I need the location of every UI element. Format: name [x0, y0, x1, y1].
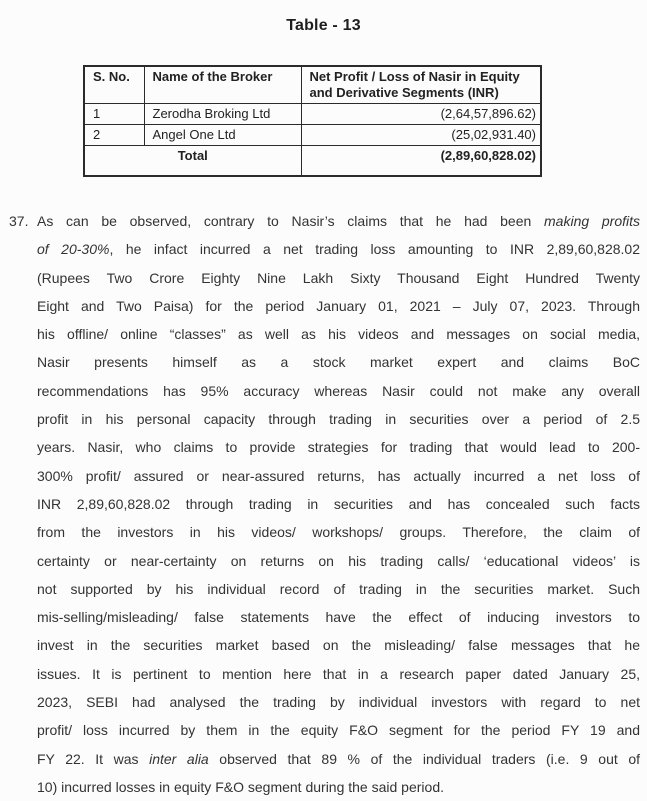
paragraph-line [37, 745, 640, 773]
paragraph-text: recommendations has 95% accuracy whereas Nasir could not make any overall [37, 382, 640, 399]
paragraph-text: not supported by his individual record of trading in the securities market. Such [37, 580, 640, 597]
paragraph-text: mis-selling/misleading/ false statements have the effect of inducing investors to [37, 609, 640, 626]
col-header-net-profit-line1: Net Profit / Loss of Nasir in Equity [309, 69, 520, 84]
paragraph-line [37, 490, 640, 518]
cell-broker: Zerodha Broking Ltd [144, 104, 301, 125]
paragraph-line [37, 348, 640, 376]
paragraph-text: invest in the securities market based on the misleading/ false messages that he [37, 637, 640, 654]
paragraph-line [37, 405, 640, 433]
paragraph-line [37, 660, 640, 688]
total-amount: (2,89,60,828.02) [301, 146, 541, 177]
paragraph-text: years. Nasir, who claims to provide strategies for trading that would lead to 200- [37, 439, 640, 456]
col-header-net-profit-line2: and Derivative Segments (INR) [309, 85, 499, 100]
paragraph-line [37, 462, 640, 490]
paragraph-text: FY 22. It was [37, 750, 150, 767]
paragraph-line [37, 264, 640, 292]
cell-sno: 1 [84, 104, 144, 125]
paragraph-text-italic: inter alia [149, 750, 209, 767]
paragraph-line [37, 207, 640, 235]
paragraph-text: his offline/ online “classes” as well as his videos and messages on social media, [37, 326, 640, 343]
table-title: Table - 13 [286, 17, 361, 34]
paragraph-text: Eight and Two Paisa) for the period January 01, 2021 – July 07, 2023. Through [37, 297, 640, 314]
paragraph-37 [9, 207, 640, 801]
paragraph-text: As can be observed, contrary to Nasir’s claims that he had been [37, 213, 545, 229]
paragraph-text: (Rupees Two Crore Eighty Nine Lakh Sixty Thousand Eight Hundred Twenty [37, 269, 640, 286]
paragraph-line [37, 688, 640, 716]
paragraph-line [37, 716, 640, 744]
cell-sno: 2 [84, 125, 144, 146]
table-row [84, 104, 541, 125]
cell-amount: (25,02,931.40) [301, 125, 541, 146]
table-header-row [84, 66, 541, 104]
paragraph-text: 10) incurred losses in equity F&O segment during the said period. [37, 778, 444, 795]
paragraph-line [37, 575, 640, 603]
paragraph-text-italic: of 20-30% [37, 241, 110, 258]
paragraph-text: issues. It is pertinent to mention here that in a research paper dated January 25, [37, 665, 640, 682]
paragraph-line [37, 773, 640, 801]
paragraph-text: , he infact incurred a net trading loss amounting to INR 2,89,60,828.02 [109, 241, 640, 258]
paragraph-text: 2023, SEBI had analysed the trading by individual investors with regard to net [37, 694, 640, 711]
col-header-sno: S. No. [84, 66, 144, 104]
paragraph-line [37, 320, 640, 348]
paragraph-line [37, 433, 640, 461]
paragraph-text-italic: making profits [544, 213, 640, 229]
paragraph-line [37, 292, 640, 320]
brokers-table [83, 65, 542, 177]
cell-amount: (2,64,57,896.62) [301, 104, 541, 125]
paragraph-text: certainty or near-certainty on returns on his trading calls/ ‘educational videos’ is [37, 552, 640, 569]
paragraph-number: 37. [9, 213, 29, 229]
paragraph-text: observed that 89 % of the individual traders (i.e. 9 out of [208, 750, 640, 767]
paragraph-text: 300% profit/ assured or near-assured returns, has actually incurred a net loss of [37, 467, 640, 484]
paragraph-line [37, 603, 640, 631]
table-total-row [84, 146, 541, 177]
paragraph-line [37, 377, 640, 405]
table-row [84, 125, 541, 146]
paragraph-line [37, 547, 640, 575]
col-header-net-profit [301, 66, 541, 104]
paragraph-text: from the investors in his videos/ workshops/ groups. Therefore, the claim of [37, 524, 640, 541]
cell-broker: Angel One Ltd [144, 125, 301, 146]
paragraph-lines [37, 207, 640, 801]
paragraph-text: profit in his personal capacity through trading in securities over a period of 2.5 [37, 411, 640, 428]
paragraph-line [37, 235, 640, 263]
total-label: Total [84, 146, 301, 177]
paragraph-text: INR 2,89,60,828.02 through trading in securities and has concealed such facts [37, 495, 640, 512]
paragraph-line [37, 631, 640, 659]
paragraph-text: profit/ loss incurred by them in the equity F&O segment for the period FY 19 and [37, 722, 640, 739]
paragraph-line [37, 518, 640, 546]
col-header-broker: Name of the Broker [144, 66, 301, 104]
paragraph-text: Nasir presents himself as a stock market expert and claims BoC [37, 354, 640, 371]
